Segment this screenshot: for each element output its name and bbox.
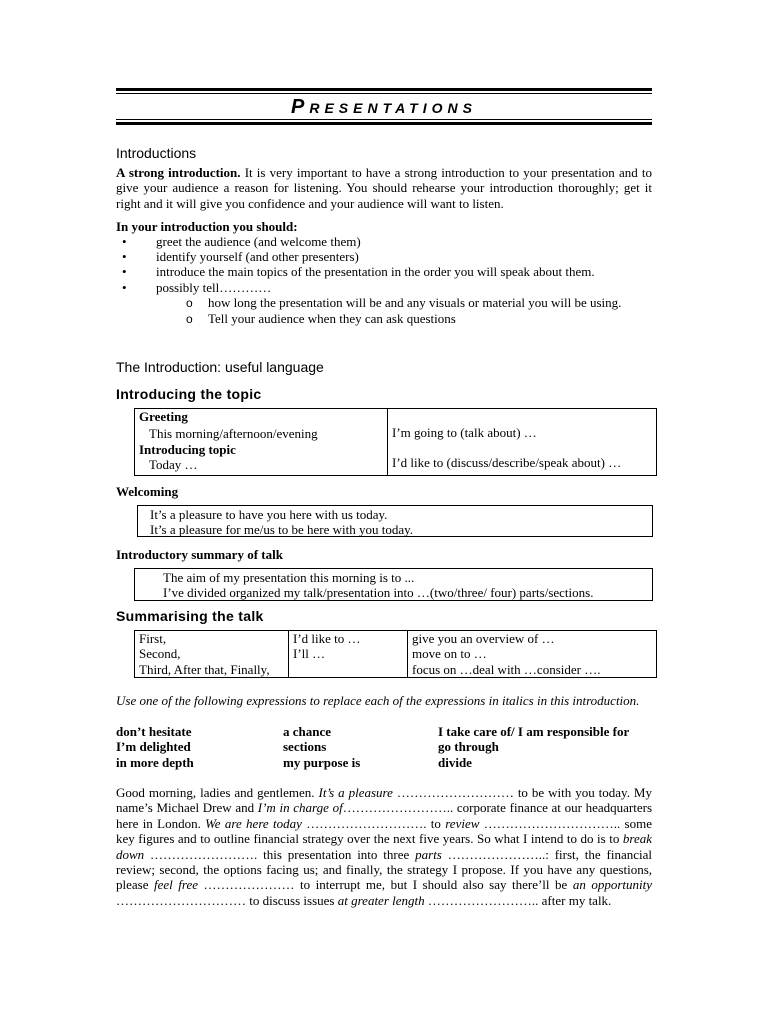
italic-phrase: We are here today [205, 815, 302, 831]
expression: go through [438, 739, 499, 755]
page-title-initial: P [291, 96, 310, 118]
expression: my purpose is [283, 754, 361, 770]
exercise-instruction: Use one of the following expressions to replace each of the expressions in italics in this introduction. [116, 693, 640, 708]
text-segment: ………………………. to [301, 815, 446, 831]
text-segment: ……………………… to be with you today. My name’s Michael Drew and [116, 785, 652, 816]
introducing-topic-heading: Introducing the topic [116, 386, 262, 402]
topic-phrase-1: I’m going to (talk about) … [392, 425, 537, 440]
text-segment: …………………….. after my talk. [424, 892, 612, 908]
topic-right-cell [388, 409, 657, 476]
strong-intro-text: It is very important to have a strong introduction to your presentation and to give your audience a reason for listening. You should rehearse your introduction thoroughly; get it right and it will give you confidence and your audience will want to listen. [116, 165, 652, 211]
summary-line-1: The aim of my presentation this morning is to ... [163, 570, 415, 585]
sub-list-item: o Tell your audience when they can ask questions [186, 310, 456, 326]
summarising-col-2: I’d like to … I’ll … [289, 631, 408, 678]
intro-bullet-list [116, 234, 652, 327]
text-segment: ………………………….. some key figures and to outline financial strategy over the next five years. So what I intend to do is to [116, 815, 652, 847]
useful-language-heading: The Introduction: useful language [116, 359, 324, 375]
topic-left-cell [135, 409, 388, 476]
list-item: • identify yourself (and other presenters) [122, 249, 359, 265]
list-item: • introduce the main topics of the presentation in the order you will speak about them. [122, 264, 595, 280]
title-rule-top-thin [116, 93, 652, 94]
welcoming-heading: Welcoming [116, 484, 179, 499]
topic-phrase-2: I’d like to (discuss/describe/speak about) … [392, 455, 622, 471]
expression: I take care of/ I am responsible for [438, 724, 630, 739]
expression: don’t hesitate [116, 724, 192, 739]
expression: a chance [283, 724, 332, 739]
text-segment: ……………………. this presentation into three [144, 846, 416, 862]
text-segment: Good morning, ladies and gentlemen. [116, 785, 319, 800]
italic-phrase: feel free [154, 877, 199, 893]
topic-example: Today … [149, 457, 198, 473]
summarising-heading: Summarising the talk [116, 608, 264, 624]
text-segment: ………………… to interrupt me, but I should also say there’ll be [198, 877, 573, 893]
introductions-heading: Introductions [116, 145, 197, 161]
bullet-icon: • [122, 249, 127, 265]
expression: in more depth [116, 754, 194, 770]
list-item: • greet the audience (and welcome them) [122, 234, 361, 249]
italic-phrase: an opportunity [572, 877, 653, 893]
greeting-label: Greeting [139, 409, 188, 424]
list-item: • possibly tell………… [122, 279, 272, 295]
welcoming-line-2: It’s a pleasure for me/us to be here with you today. [150, 522, 414, 538]
exercise-paragraph [116, 785, 652, 908]
summarising-col-3: give you an overview of … move on to … focus on …deal with …consider …. [408, 631, 657, 678]
summarising-col-1: First, Second, Third, After that, Finally, [135, 631, 289, 678]
bullet-icon: • [122, 264, 127, 280]
italic-phrase: parts [415, 846, 442, 862]
bullet-icon: • [122, 234, 127, 249]
summarising-table [134, 630, 657, 678]
italic-phrase: break down [116, 831, 652, 862]
title-rule-bottom-thin [116, 119, 652, 120]
title-rule-bottom-thick [116, 122, 652, 125]
intro-should-heading: In your introduction you should: [116, 219, 298, 234]
welcoming-line-1: It’s a pleasure to have you here with us today. [150, 507, 388, 522]
sub-list-item: o how long the presentation will be and any visuals or material you will be using. [186, 294, 622, 310]
summary-heading: Introductory summary of talk [116, 547, 283, 562]
text-segment: …………………..: first, the financial review; second, the options facing us; and finally, the strategy I propose. If you have any questions, please [116, 846, 652, 893]
italic-phrase: I’m in charge of [257, 800, 343, 816]
circle-bullet-icon: o [186, 311, 193, 326]
page-title [116, 96, 652, 119]
strong-intro-lead: A strong introduction. [116, 165, 241, 180]
text-segment: ………………………… to discuss issues [116, 892, 338, 908]
expressions-grid [116, 724, 652, 770]
italic-phrase: review [445, 815, 480, 831]
topic-label: Introducing topic [139, 441, 236, 457]
greeting-example: This morning/afternoon/evening [149, 426, 318, 442]
page-title-rest: RESENTATIONS [309, 100, 477, 116]
expression: divide [438, 754, 472, 770]
welcoming-box [137, 505, 653, 537]
bullet-icon: • [122, 279, 127, 295]
italic-phrase: at greater length [337, 892, 425, 908]
text-segment: …………………….. corporate finance at our headquarters here in London. [116, 800, 653, 831]
expression: sections [283, 739, 327, 755]
circle-bullet-icon: o [186, 295, 193, 310]
introducing-topic-table [134, 408, 657, 476]
expression: I’m delighted [116, 739, 191, 755]
summary-line-2: I’ve divided organized my talk/presentation into …(two/three/ four) parts/sections. [163, 585, 594, 601]
title-rule-top-thick [116, 88, 652, 91]
strong-intro-paragraph [116, 165, 652, 211]
italic-phrase: It’s a pleasure [318, 785, 393, 800]
summary-box [134, 568, 653, 601]
